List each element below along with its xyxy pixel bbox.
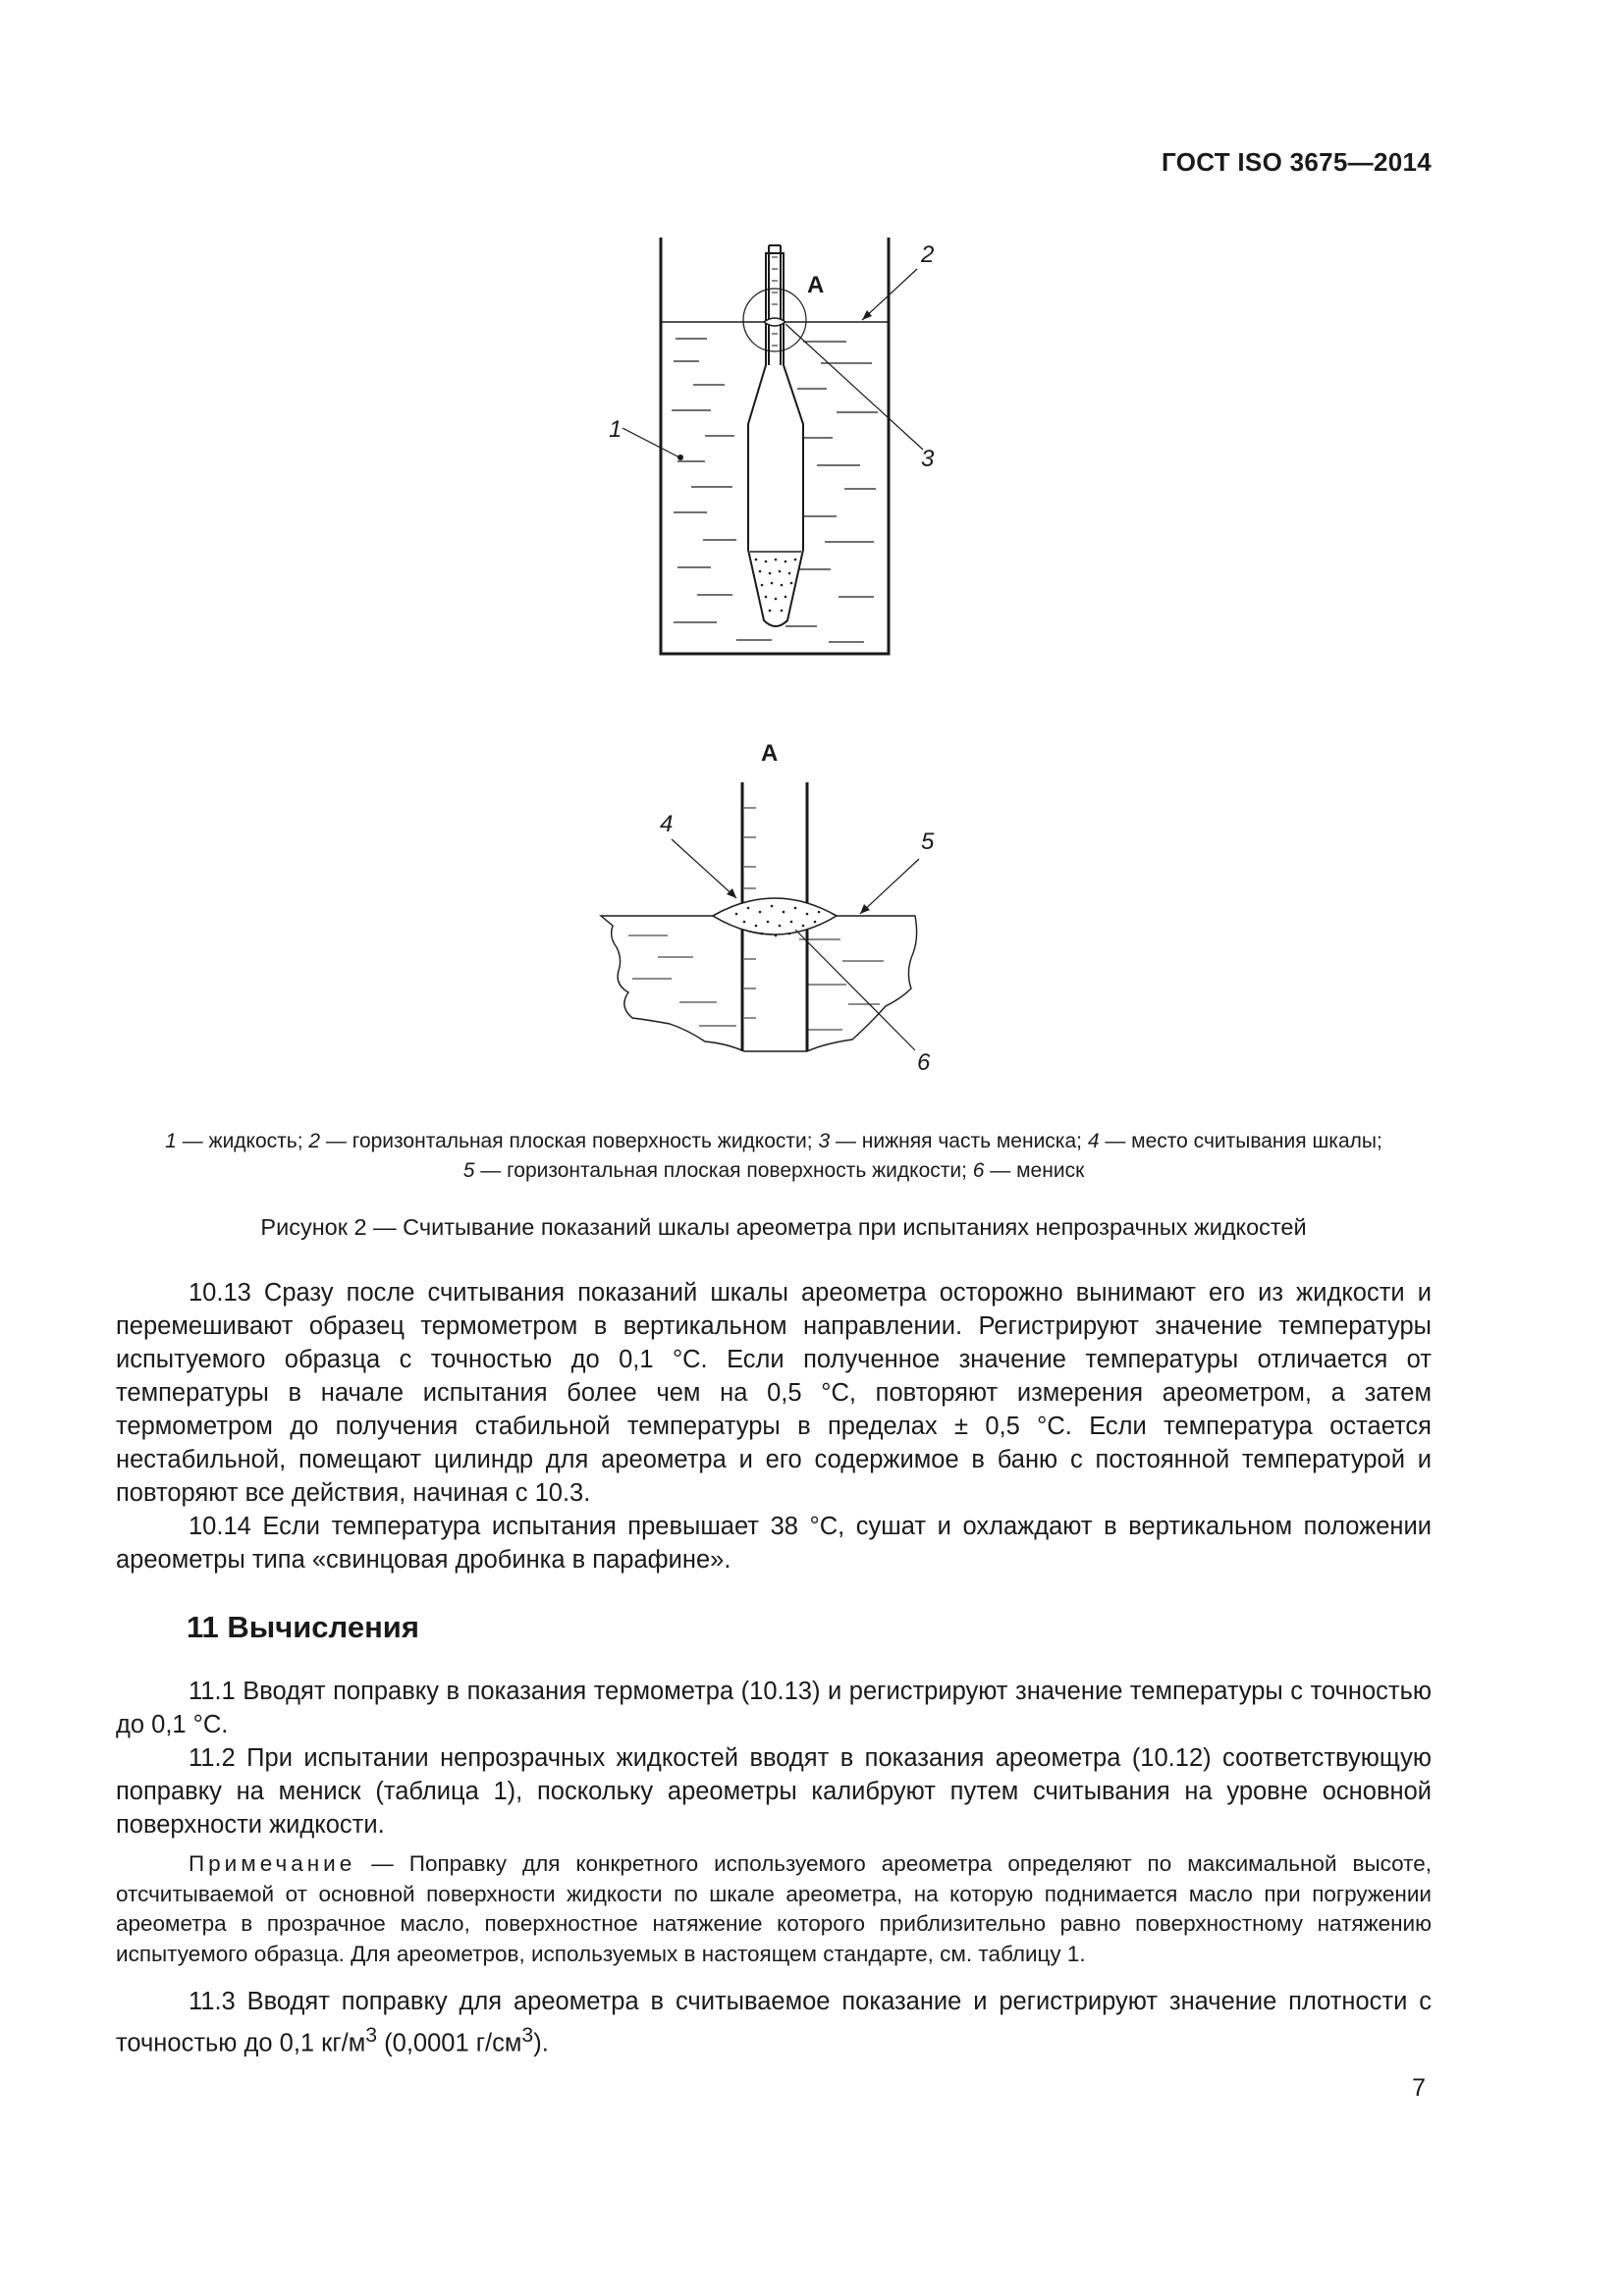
section-11-paragraphs <box>116 1675 1432 1842</box>
legend-num-3: 3 <box>818 1130 831 1152</box>
figure-legend <box>116 1127 1432 1186</box>
leader-1 <box>623 428 679 457</box>
note-label: Примечание <box>189 1851 356 1876</box>
page-number: 7 <box>1412 2074 1426 2102</box>
legend-num-1: 1 <box>165 1130 177 1152</box>
legend-num-5: 5 <box>462 1159 475 1182</box>
paragraph-10-13: 10.13 Сразу после считывания показаний шкалы ареометра осторожно вынимают его из жидкости и перемешивают образец термометром в вертикальном направлении. Регистрируют значение температуры испытуемого образца с точностью до 0,1 °С. Если полученное значение температуры отличается от температуры в начале испытания более чем на 0,5 °С, повторяют измерения ареометром, а затем термометром до получения стабильной температуры в пределах ± 0,5 °С. Если температура остается нестабильной, помещают цилиндр для ареометра и его содержимое в баню с постоянной температурой и повторяют все действия, начиная с 10.3. <box>116 1279 1432 1507</box>
liquid-cross-section <box>601 916 917 1051</box>
callout-5: 5 <box>921 828 935 855</box>
paragraph-11-2: 11.2 При испытании непрозрачных жидкостей вводят в показания ареометра (10.12) соответствующую поправку на мениск (таблица 1), поскольку ареометры калибруют путем считывания на уровне основной поверхности жидкости. <box>116 1744 1432 1839</box>
meniscus-detail-figure <box>589 731 962 1085</box>
legend-num-2: 2 <box>308 1130 321 1152</box>
detail-label-a: A <box>807 272 825 298</box>
section-11-3 <box>116 1985 1432 2060</box>
section-heading: 11 Вычисления <box>187 1610 419 1644</box>
callout-2: 2 <box>921 241 935 268</box>
callout-4: 4 <box>660 811 674 837</box>
note-text: — Поправку для конкретного используемого ареометра определяют по максимальной высоте, отсчитываемой от основной поверхности жидкости по шкале ареометра, на которую поднимается масло при погружении ареометра в прозрачное масло, поверхностное натяжение которого приблизительно равно поверхностному натяжению испытуемого образца. Для ареометров, используемых в настоящем стандарте, см. таблицу 1. <box>116 1851 1432 1966</box>
document-code-header: ГОСТ ISO 3675—2014 <box>1162 147 1432 177</box>
legend-text-5: — горизонтальная плоская поверхность жидкости; <box>474 1159 973 1182</box>
legend-text-2: — горизонтальная плоская поверхность жидкости; <box>320 1130 819 1152</box>
note-block <box>116 1849 1432 1969</box>
legend-num-6: 6 <box>972 1159 985 1182</box>
callout-1: 1 <box>609 416 623 443</box>
paragraph-10-14: 10.14 Если температура испытания превышает 38 °С, сушат и охлаждают в вертикальном положении ареометры типа «свинцовая дробинка в парафине». <box>116 1513 1432 1574</box>
section-10-paragraphs <box>116 1276 1432 1576</box>
figure-caption: Рисунок 2 — Считывание показаний шкалы ареометра при испытаниях непрозрачных жидкостей <box>260 1214 1307 1240</box>
callout-6: 6 <box>917 1049 931 1076</box>
leader-3 <box>785 324 923 450</box>
paragraph-11-3: 11.3 Вводят поправку для ареометра в считываемое показание и регистрируют значение плотности с точностью до 0,1 $кг/м^3$ (0,0001 $г/см^3$). <box>116 1988 1432 2057</box>
callout-3: 3 <box>921 446 935 472</box>
hydrometer <box>748 245 803 626</box>
detail-title-a: A <box>761 740 779 767</box>
legend-text-1: — жидкость; <box>176 1130 309 1152</box>
meniscus-small <box>764 318 785 326</box>
paragraph-11-1: 11.1 Вводят поправку в показания термометра (10.13) и регистрируют значение температуры с точностью до 0,1 °С. <box>116 1678 1432 1738</box>
hydrometer-cylinder-figure <box>589 236 1001 667</box>
leader-5 <box>860 859 919 914</box>
leader-4 <box>672 839 736 898</box>
legend-num-4: 4 <box>1087 1130 1100 1152</box>
legend-text-4: — место считывания шкалы; <box>1099 1130 1382 1152</box>
legend-text-6: — мениск <box>984 1159 1085 1182</box>
legend-text-3: — нижняя часть мениска; <box>830 1130 1088 1152</box>
